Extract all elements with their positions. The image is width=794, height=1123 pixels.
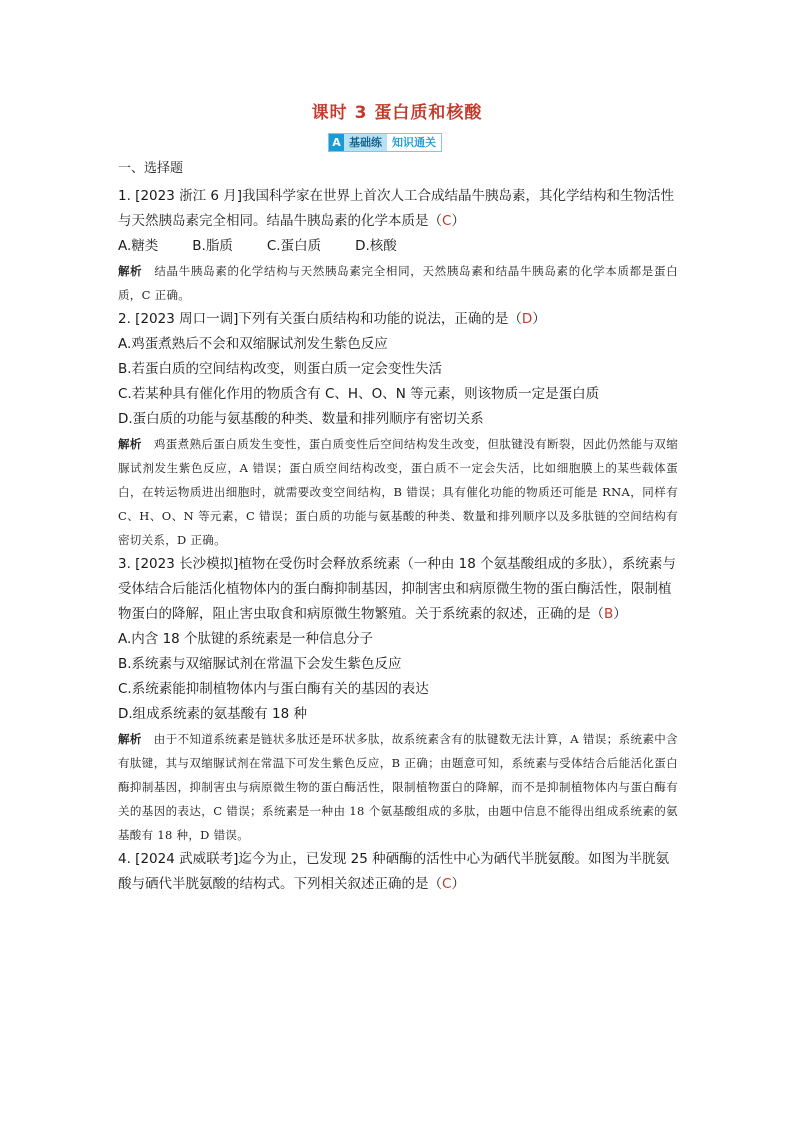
option-c: C.蛋白质: [266, 238, 322, 254]
explanation-text: 鸡蛋煮熟后蛋白质发生变性，蛋白质变性后空间结构发生改变，但肽键没有断裂，因此仍然能与双缩脲试剂发生紫色反应，A 错误；蛋白质空间结构改变，蛋白质不一定会失活，比如细胞膜上的某些载体蛋白，在转运物质进出细胞时，就需要改变空间结构，B 错误；具有催化功能的物质还可能是 RNA，同样有 C、H、O、N 等元素，C 错误；蛋白质的功能与氨基酸的种类、数量和排列顺序以及多肽链的空间结构有密切关系，D 正确。: [118, 437, 678, 547]
options-row: [118, 234, 678, 259]
question-stem-end: ）: [451, 876, 465, 892]
explanation-text: 由于不知道系统素是链状多肽还是环状多肽，故系统素含有的肽键数无法计算，A 错误；系统素中含有肽键，其与双缩脲试剂在常温下可发生紫色反应，B 正确；由题意可知，系统素与受体结合后能活化蛋白酶抑制基因，抑制害虫与病原微生物的蛋白酶活性，限制植物蛋白的降解，而不是抑制植物体内与蛋白酶有关的基因的表达，C 错误；系统素是一种由 18 个氨基酸组成的多肽，由题中信息不能得出组成系统素的氨基酸有 18 种，D 错误。: [118, 732, 678, 842]
explanation-3: [118, 727, 678, 847]
explanation-label: 解析: [118, 437, 142, 451]
section-heading: 一、选择题: [118, 161, 184, 176]
option-c: C.若某种具有催化作用的物质含有 C、H、O、N 等元素，则该物质一定是蛋白质: [118, 386, 600, 402]
option-d: D.组成系统素的氨基酸有 18 种: [118, 706, 307, 722]
badge-letter: A: [329, 134, 344, 151]
question-4: [118, 847, 678, 897]
question-stem: 4. [2024 武威联考]迄今为止，已发现 25 种硒酶的活性中心为硒代半胱氨酸。如图为半胱氨酸与硒代半胱氨酸的结构式。下列相关叙述正确的是（: [118, 851, 670, 892]
option-d: D.蛋白质的功能与氨基酸的种类、数量和排列顺序有密切关系: [118, 411, 484, 427]
question-2: [118, 307, 678, 332]
question-stem-end: ）: [532, 311, 546, 327]
badge-tag: 知识通关: [387, 134, 441, 151]
answer-mark: C: [442, 213, 452, 229]
explanation-1: [118, 259, 678, 307]
option-d: D.核酸: [355, 238, 397, 254]
answer-mark: D: [521, 311, 533, 327]
answer-mark: C: [442, 876, 452, 892]
option-c: C.系统素能抑制植物体内与蛋白酶有关的基因的表达: [118, 681, 429, 697]
option-b: B.脂质: [192, 238, 233, 254]
question-3: [118, 552, 678, 627]
answer-mark: B: [604, 606, 614, 622]
option-a: A.鸡蛋煮熟后不会和双缩脲试剂发生紫色反应: [118, 336, 388, 352]
page-title: 课时 3 蛋白质和核酸: [311, 103, 483, 123]
option-b: B.若蛋白质的空间结构改变，则蛋白质一定会变性失活: [118, 361, 443, 377]
question-stem: 2. [2023 周口一调]下列有关蛋白质结构和功能的说法，正确的是（: [118, 311, 522, 327]
option-a: A.内含 18 个肽键的系统素是一种信息分子: [118, 631, 374, 647]
question-1: [118, 184, 678, 234]
explanation-text: 结晶牛胰岛素的化学结构与天然胰岛素完全相同，天然胰岛素和结晶牛胰岛素的化学本质都是蛋白质，C 正确。: [118, 264, 678, 302]
explanation-2: [118, 432, 678, 552]
explanation-label: 解析: [118, 732, 142, 746]
level-badge: [328, 133, 442, 152]
question-stem-end: ）: [451, 213, 465, 229]
option-a: A.糖类: [118, 238, 159, 254]
content: [118, 158, 678, 897]
question-stem: 3. [2023 长沙模拟]植物在受伤时会释放系统素（一种由 18 个氨基酸组成的多肽），系统素与受体结合后能活化植物体内的蛋白酶抑制基因，抑制害虫和病原微生物的蛋白酶活性，限制植物蛋白的降解，阻止害虫取食和病原微生物繁殖。关于系统素的叙述，正确的是（: [118, 556, 676, 622]
option-b: B.系统素与双缩脲试剂在常温下会发生紫色反应: [118, 656, 402, 672]
explanation-label: 解析: [118, 264, 143, 278]
question-stem: 1. [2023 浙江 6 月]我国科学家在世界上首次人工合成结晶牛胰岛素，其化学结构和生物活性与天然胰岛素完全相同。结晶牛胰岛素的化学本质是（: [118, 188, 675, 229]
badge-level: 基础练: [344, 134, 387, 151]
question-stem-end: ）: [613, 606, 627, 622]
